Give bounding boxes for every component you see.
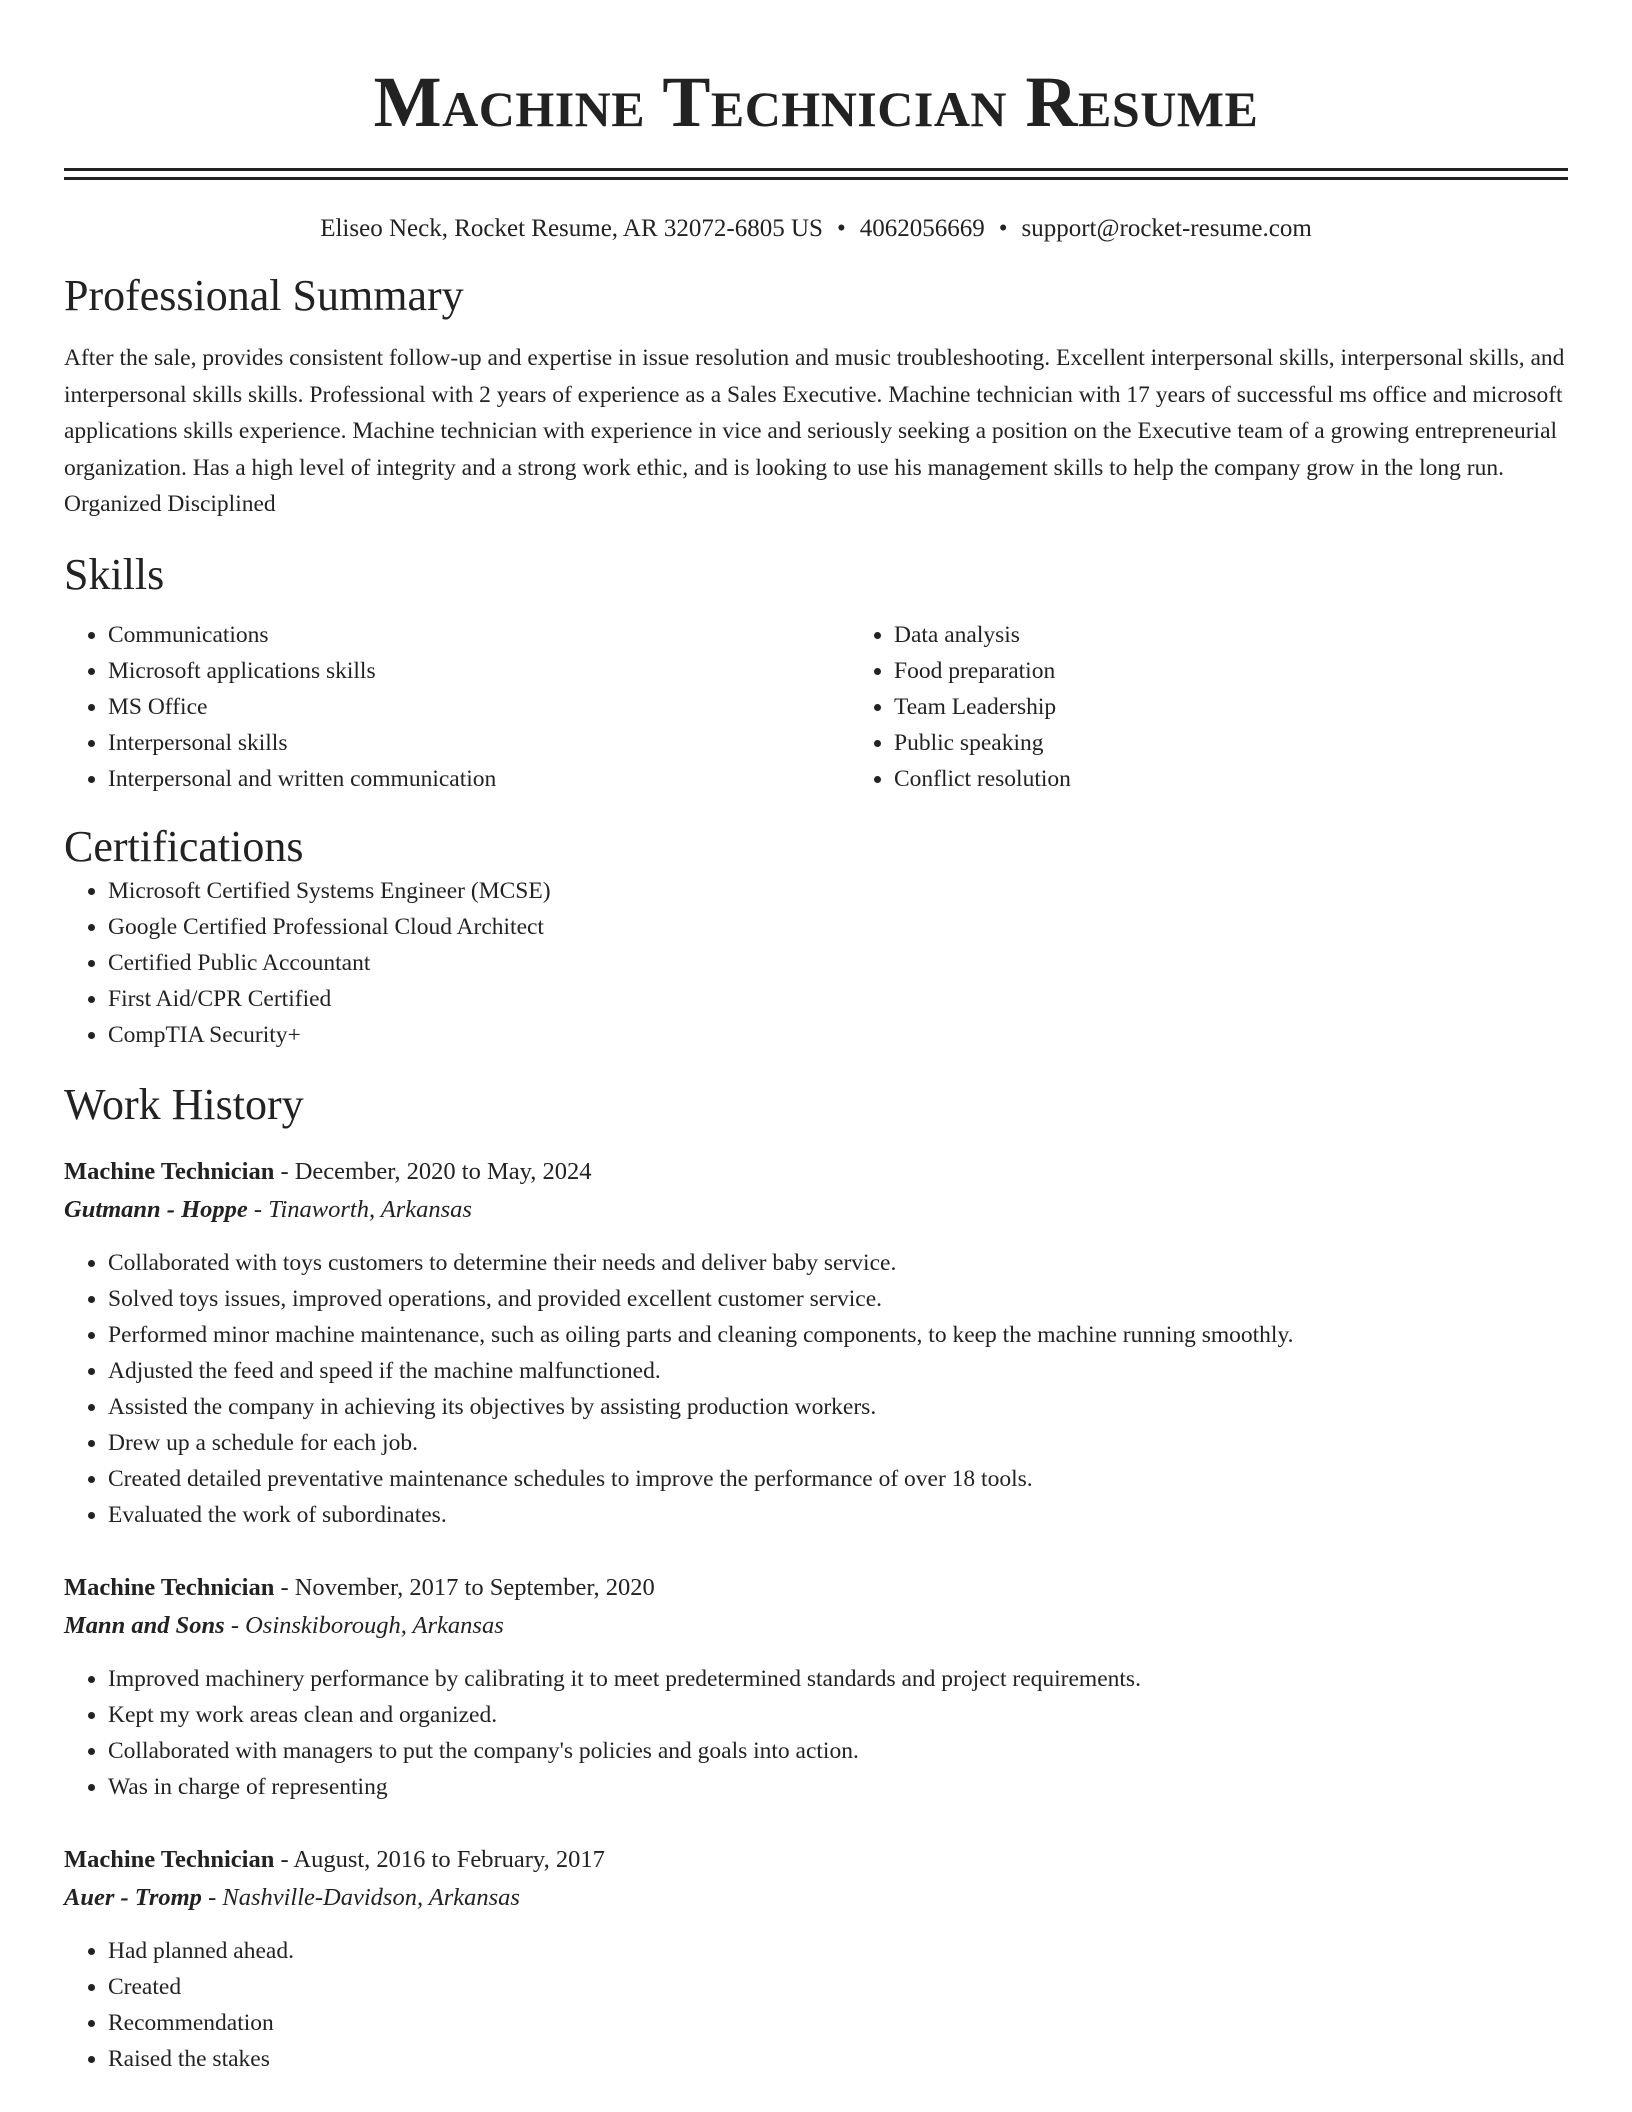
job-company-line	[64, 1607, 1568, 1645]
skill-item: • Interpersonal skills	[108, 725, 850, 761]
job-duty-item: • Collaborated with managers to put the company's policies and goals into action.	[108, 1733, 1568, 1769]
job-dates: - November, 2017 to September, 2020	[274, 1573, 655, 1601]
skill-item: • Public speaking	[894, 725, 1632, 761]
skill-item: • Conflict resolution	[894, 761, 1632, 797]
job-company: Gutmann - Hoppe	[64, 1195, 248, 1223]
job-location: - Nashville-Davidson, Arkansas	[201, 1883, 520, 1911]
job-company: Mann and Sons	[64, 1611, 225, 1639]
certification-item: • Google Certified Professional Cloud Architect	[108, 909, 1568, 945]
job-duty-item: • Created	[108, 1969, 1568, 2005]
contact-address: Eliseo Neck, Rocket Resume, AR 32072-6805 US	[320, 215, 823, 242]
contact-separator: •	[998, 215, 1008, 242]
skills-columns	[64, 617, 1568, 797]
contact-line	[64, 212, 1568, 246]
section-heading-skills: Skills	[64, 549, 165, 599]
job-duty-item: • Collaborated with toys customers to determine their needs and deliver baby service.	[108, 1245, 1568, 1281]
job-entry	[64, 1569, 1568, 1805]
job-location: - Osinskiborough, Arkansas	[224, 1611, 504, 1639]
title-rule-bottom	[64, 177, 1568, 180]
skill-item: • Interpersonal and written communication	[108, 761, 850, 797]
resume-title: Machine Technician Resume	[373, 62, 1259, 142]
job-company: Auer - Tromp	[64, 1883, 202, 1911]
job-duty-item: • Recommendation	[108, 2005, 1568, 2041]
job-duty-item: • Raised the stakes	[108, 2041, 1568, 2077]
job-duty-item: • Had planned ahead.	[108, 1933, 1568, 1969]
skill-item: • Communications	[108, 617, 850, 653]
skill-item: • Microsoft applications skills	[108, 653, 850, 689]
job-entry	[64, 1841, 1568, 2077]
certifications-list	[64, 873, 1568, 1053]
job-title-line	[64, 1153, 1568, 1191]
skill-item: • MS Office	[108, 689, 850, 725]
contact-phone: 4062056669	[859, 215, 985, 242]
certification-item: • Certified Public Accountant	[108, 945, 1568, 981]
section-heading-certifications: Certifications	[64, 821, 304, 871]
job-company-line	[64, 1191, 1568, 1229]
contact-email: support@rocket-resume.com	[1021, 215, 1312, 242]
certification-item: • CompTIA Security+	[108, 1017, 1568, 1053]
job-title-line	[64, 1569, 1568, 1607]
job-dates: - December, 2020 to May, 2024	[274, 1157, 592, 1185]
skill-item: • Data analysis	[894, 617, 1632, 653]
job-duty-item: • Assisted the company in achieving its objectives by assisting production workers.	[108, 1389, 1568, 1425]
skill-item: • Team Leadership	[894, 689, 1632, 725]
skill-item: • Food preparation	[894, 653, 1632, 689]
job-duty-item: • Improved machinery performance by calibrating it to meet predetermined standards and project requirements.	[108, 1661, 1568, 1697]
job-duty-item: • Created detailed preventative maintenance schedules to improve the performance of over 18 tools.	[108, 1461, 1568, 1497]
skills-list-left	[64, 617, 850, 797]
job-duty-item: • Adjusted the feed and speed if the machine malfunctioned.	[108, 1353, 1568, 1389]
job-duty-item: • Was in charge of representing	[108, 1769, 1568, 1805]
job-duty-item: • Drew up a schedule for each job.	[108, 1425, 1568, 1461]
job-entry	[64, 1153, 1568, 1533]
skills-list-right	[850, 617, 1632, 797]
section-heading-work-history: Work History	[64, 1079, 304, 1129]
job-title-line	[64, 1841, 1568, 1879]
job-duty-item: • Performed minor machine maintenance, such as oiling parts and cleaning components, to keep the machine running smoothly.	[108, 1317, 1568, 1353]
job-duties-list	[64, 1661, 1568, 1805]
job-dates: - August, 2016 to February, 2017	[274, 1845, 605, 1873]
certification-item: • Microsoft Certified Systems Engineer (MCSE)	[108, 873, 1568, 909]
job-duty-item: • Solved toys issues, improved operations, and provided excellent customer service.	[108, 1281, 1568, 1317]
job-title: Machine Technician	[64, 1157, 275, 1185]
job-title: Machine Technician	[64, 1573, 275, 1601]
job-duty-item: • Evaluated the work of subordinates.	[108, 1497, 1568, 1533]
summary-text: After the sale, provides consistent follow-up and expertise in issue resolution and music troubleshooting. Excellent interpersonal skills, interpersonal skills, and interpersonal skills skills. Professional with 2 years of experience as a Sales Executive. Machine technician with 17 years of successful ms office and microsoft applications skills experience. Machine technician with experience in vice and seriously seeking a position on the Executive team of a growing entrepreneurial organization. Has a high level of integrity and a strong work ethic, and is looking to use his management skills to help the company grow in the long run. Organized Disciplined	[64, 345, 1565, 517]
title-rule-top	[64, 168, 1568, 171]
job-duties-list	[64, 1933, 1568, 2077]
section-heading-summary: Professional Summary	[64, 271, 464, 320]
job-title: Machine Technician	[64, 1845, 275, 1873]
certification-item: • First Aid/CPR Certified	[108, 981, 1568, 1017]
job-duty-item: • Kept my work areas clean and organized.	[108, 1697, 1568, 1733]
job-duties-list	[64, 1245, 1568, 1533]
contact-separator: •	[836, 215, 846, 242]
job-company-line	[64, 1879, 1568, 1917]
job-location: - Tinaworth, Arkansas	[247, 1195, 472, 1223]
